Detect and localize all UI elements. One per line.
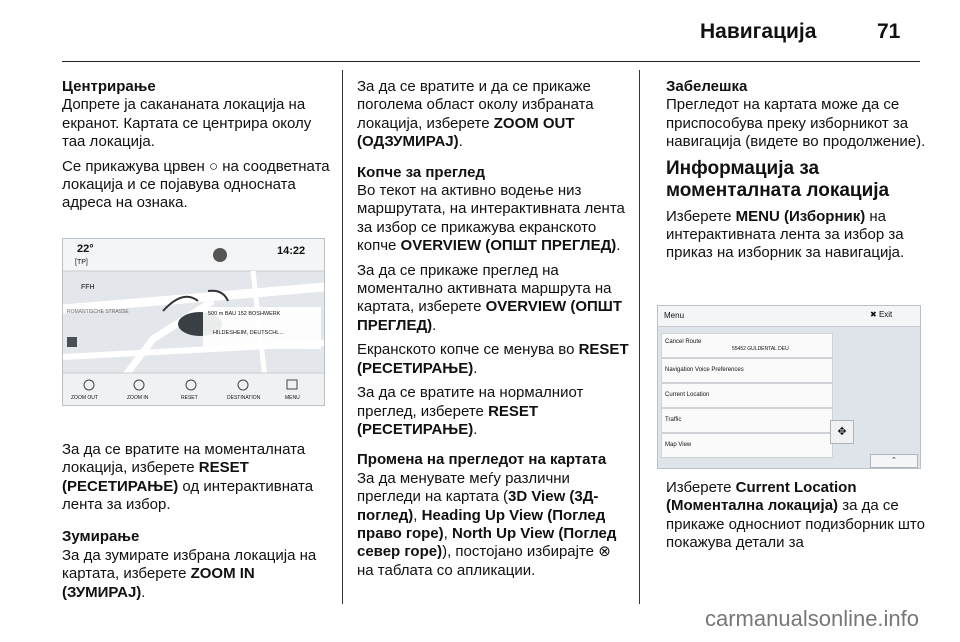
section-title-centering: Центрирање bbox=[62, 78, 156, 95]
collapse-button[interactable] bbox=[870, 454, 918, 468]
menu-item-voice[interactable]: Navigation Voice Preferences bbox=[661, 358, 833, 383]
paragraph: Се прикажува црвен ○ на соодветната локација и се појавува односната адреса на ознака. bbox=[62, 157, 330, 212]
street-label: ROMANTISCHE STRASSE bbox=[67, 309, 129, 315]
menu-item-cancel-route[interactable]: Cancel Route 55452 GULDENTAL DEU bbox=[661, 333, 833, 358]
paragraph: Во текот на активно водење низ маршрутата, на интерактивната лента за избор се прикажува екранското копче OVERVIEW (ОПШТ ПРЕГЛЕД). bbox=[357, 182, 625, 255]
center-map-button[interactable] bbox=[830, 420, 854, 444]
station-label: FFH bbox=[81, 284, 95, 291]
column-separator-1 bbox=[342, 70, 343, 604]
page-header-title: Навигација bbox=[700, 20, 817, 43]
menu-item-current-location[interactable]: Current Location bbox=[661, 383, 833, 408]
section-title-current-location: Информација за моменталната локација bbox=[666, 157, 890, 201]
paragraph: Екранското копче се менува во RESET (РЕСЕТИРАЊЕ). bbox=[357, 341, 629, 377]
destination-button[interactable]: DESTINATION bbox=[227, 395, 261, 401]
header-rule bbox=[62, 61, 920, 62]
exit-icon: ✖ bbox=[870, 310, 877, 319]
column-2 bbox=[357, 78, 629, 586]
section-title-map-view: Промена на прегледот на картата bbox=[357, 451, 607, 469]
map-illustration bbox=[63, 239, 324, 405]
section-title-overview: Копче за преглед bbox=[357, 163, 485, 181]
paragraph: Изберете MENU (Изборник) на интерактивната лента за избор за приказ на изборник за навигација. bbox=[666, 207, 905, 262]
temperature: 22° bbox=[77, 243, 94, 255]
paragraph: За да зумирате избрана локација на картата, изберете ZOOM IN (ЗУМИРАЈ). bbox=[62, 546, 317, 601]
tp-indicator: [TP] bbox=[75, 259, 88, 266]
paragraph: За да се прикаже преглед на моментално активната маршрута на картата, изберете OVERVIEW (ОПШТ ПРЕГЛЕД). bbox=[357, 261, 623, 334]
section-title-zoom: Зумирање bbox=[62, 528, 140, 546]
destination-info: HILDESHEIM, DEUTSCHL... bbox=[213, 330, 284, 336]
map-screenshot bbox=[62, 238, 325, 406]
menu-button[interactable]: MENU bbox=[285, 395, 300, 401]
paragraph: Изберете Current Location (Моментална локација) за да се прикаже односниот подизборник што покажува детали за bbox=[666, 478, 925, 552]
chevron-up-icon: ⌃ bbox=[891, 457, 897, 464]
note-text: Прегледот на картата може да се приспособува преку изборникот за навигација (видете во продолжение). bbox=[666, 96, 926, 151]
zoom-out-button[interactable]: ZOOM OUT bbox=[71, 395, 98, 401]
note-title: Забелешка bbox=[666, 78, 748, 95]
exit-button[interactable]: ✖ Exit bbox=[870, 310, 893, 319]
menu-item-traffic[interactable]: Traffic bbox=[661, 408, 833, 433]
paragraph: За да се вратите на нормалниот преглед, изберете RESET (РЕСЕТИРАЊЕ). bbox=[357, 384, 584, 438]
watermark: carmanualsonline.info bbox=[705, 606, 920, 631]
maneuver-info: 500 m BAU 152 BOSHWERK bbox=[208, 311, 281, 317]
page-number: 71 bbox=[877, 20, 901, 43]
paragraph: Допрете ја сакананата локација на екранот. Картата се центрира околу таа локација. bbox=[62, 96, 312, 151]
menu-screenshot bbox=[657, 305, 921, 469]
clock: 14:22 bbox=[277, 245, 306, 257]
paragraph: За да се вратите и да се прикаже поголема област околу избраната локација, изберете ZOOM OUT (ОДЗУМИРАЈ). bbox=[357, 78, 594, 151]
menu-title: Menu bbox=[664, 311, 685, 320]
reset-button[interactable]: RESET bbox=[181, 395, 198, 401]
zoom-in-button[interactable]: ZOOM IN bbox=[127, 395, 149, 401]
paragraph: За да менувате меѓу различни прегледи на картата (3D View (3Д-поглед), Heading Up View (Поглед право горе), North Up View (Поглед север горе)), постојано избирајте ⊗ на таблата со апликации. bbox=[357, 469, 617, 579]
crosshair-icon: ✥ bbox=[837, 426, 847, 438]
column-separator-2 bbox=[639, 70, 640, 604]
menu-item-map-view[interactable]: Map View bbox=[661, 433, 833, 458]
paragraph: За да се вратите на моменталната локација, изберете RESET (РЕСЕТИРАЊЕ) од интерактивната лента за избор. bbox=[62, 440, 314, 514]
